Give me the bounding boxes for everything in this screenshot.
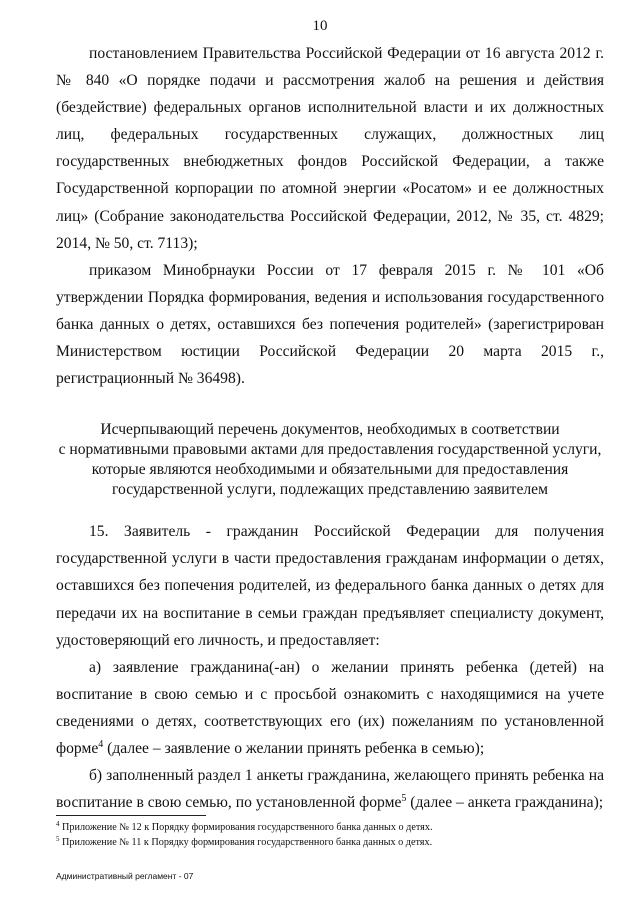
footnotes <box>56 820 604 850</box>
paragraph-item-a <box>56 654 604 762</box>
heading-line-3: которые являются необходимыми и обязательными для предоставления <box>91 461 569 479</box>
paragraph-resolution-840: постановлением Правительства Российской Федерации от 16 августа 2012 г. № 840 «О порядке подачи и рассмотрения жалоб на решения и действия (бездействие) федеральных органов исполнительной власти и их должностных лиц, федеральных государственных служащих, должностных лиц государственных внебюджетных фондов Российской Федерации, а также Государственной корпорации по атомной энергии «Росатом» и ее должностных лиц» (Собрание законодательства Российской Федерации, 2012, № 35, ст. 4829; 2014, № 50, ст. 7113); <box>56 45 604 252</box>
item-b-tail: (далее – анкета гражданина); <box>406 794 604 812</box>
document-footer: Административный регламент - 07 <box>56 871 194 881</box>
heading-line-1: Исчерпывающий перечень документов, необходимых в соответствии <box>100 421 560 439</box>
section-heading <box>56 420 604 500</box>
paragraph-item-15: 15. Заявитель - гражданин Российской Федерации для получения государственной услуги в части предоставления гражданам информации о детях, оставшихся без попечения родителей, из федерального банка данных о детях для передачи их на воспитание в семьи граждан предъявляет специалисту документ, удостоверяющий его личность, и предоставляет: <box>56 523 604 649</box>
paragraph-item-b <box>56 762 604 816</box>
item-a-text: а) заявление гражданина(-ан) о желании принять ребенка (детей) на воспитание в свою семью и с просьбой ознакомить с находящимися на учете сведениями о детях, соответствующих его (их) пожеланиям по установленной форме <box>56 658 604 757</box>
item-a-tail: (далее – заявление о желании принять ребенка в семью); <box>103 739 485 757</box>
item-b-text: б) заполненный раздел 1 анкеты гражданина, желающего принять ребенка на воспитание в свою семью, по установленной форме <box>56 767 604 812</box>
footnote-text-5: Приложение № 11 к Порядку формирования государственного банка данных о детях. <box>59 837 433 848</box>
footnote-mark-5: 5 <box>56 835 60 843</box>
heading-line-4: государственной услуги, подлежащих представлению заявителем <box>112 481 548 499</box>
footnote-divider <box>56 815 206 816</box>
footnote-ref-4: 4 <box>98 738 104 750</box>
footnote-ref-5: 5 <box>401 793 407 805</box>
footnote-5 <box>56 835 604 850</box>
footnote-4 <box>56 820 604 835</box>
paragraph-order-101: приказом Минобрнауки России от 17 февраля 2015 г. № 101 «Об утверждении Порядка формирования, ведения и использования государственного банка данных о детях, оставшихся без попечения родителей» (зарегистрирован Министерством юстиции Российской Федерации 20 марта 2015 г., регистрационный № 36498). <box>56 261 604 388</box>
footnote-mark-4: 4 <box>56 820 60 828</box>
document-body <box>56 40 604 816</box>
footnote-text-4: Приложение № 12 к Порядку формирования государственного банка данных о детях. <box>59 822 433 833</box>
page-number: 10 <box>312 18 328 34</box>
heading-line-2: с нормативными правовыми актами для предоставления государственной услуги, <box>58 441 602 459</box>
